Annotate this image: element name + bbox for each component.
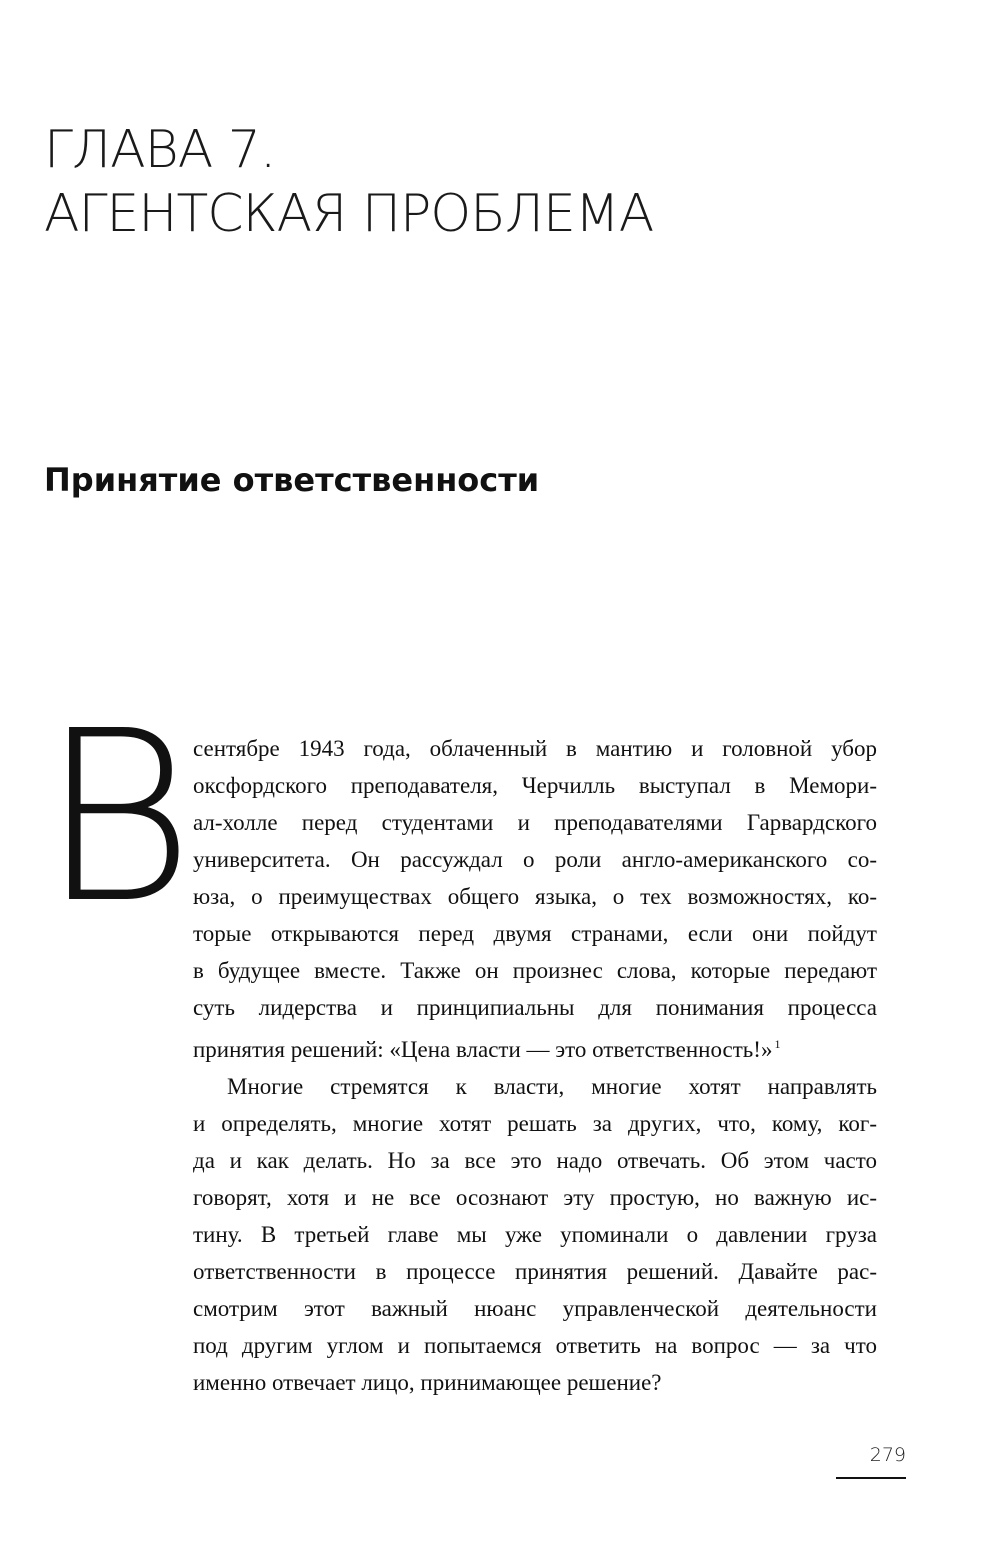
text-line: принятия решений: «Цена власти — это ответственность!»	[193, 1037, 773, 1062]
chapter-number: ГЛАВА 7.	[44, 120, 276, 180]
page-number: 279	[869, 1444, 906, 1466]
text-line: в будущее вместе. Также он произнес слова, которые передают	[193, 958, 877, 983]
text-line: оксфордского преподавателя, Черчилль выступал в Мемори-	[193, 773, 877, 798]
text-line: и определять, многие хотят решать за других, что, кому, ког-	[193, 1111, 877, 1136]
text-line: сентябре 1943 года, облаченный в мантию и головной убор	[193, 736, 877, 761]
text-line: торые открываются перед двумя странами, если они пойдут	[193, 921, 877, 946]
text-line: суть лидерства и принципиальны для понимания процесса	[193, 995, 877, 1020]
section-heading: Принятие ответственности	[44, 461, 540, 499]
text-line: университета. Он рассуждал о роли англо-американского со-	[193, 847, 877, 872]
text-line: говорят, хотя и не все осознают эту простую, но важную ис-	[193, 1185, 877, 1210]
footnote-marker[interactable]: 1	[774, 1037, 781, 1051]
text-line-with-footnote	[193, 1026, 877, 1068]
text-line: под другим углом и попытаемся ответить на вопрос — за что	[193, 1333, 877, 1358]
body-text	[193, 730, 877, 1401]
drop-cap: В	[40, 680, 195, 955]
paragraph-1	[193, 730, 877, 1068]
text-line: именно отвечает лицо, принимающее решение?	[193, 1370, 662, 1395]
text-line: юза, о преимуществах общего языка, о тех возможностях, ко-	[193, 884, 877, 909]
text-line: ал-холле перед студентами и преподавателями Гарвардского	[193, 810, 877, 835]
chapter-name: АГЕНТСКАЯ ПРОБЛЕМА	[44, 184, 654, 244]
page-number-rule	[836, 1477, 906, 1479]
text-line: да и как делать. Но за все это надо отвечать. Об этом часто	[193, 1148, 877, 1173]
chapter-title	[44, 118, 653, 246]
text-line: тину. В третьей главе мы уже упоминали о давлении груза	[193, 1222, 877, 1247]
text-line: ответственности в процессе принятия решений. Давайте рас-	[193, 1259, 877, 1284]
text-line: Многие стремятся к власти, многие хотят направлять	[227, 1074, 877, 1099]
text-line: смотрим этот важный нюанс управленческой деятельности	[193, 1296, 877, 1321]
paragraph-2	[193, 1068, 877, 1401]
